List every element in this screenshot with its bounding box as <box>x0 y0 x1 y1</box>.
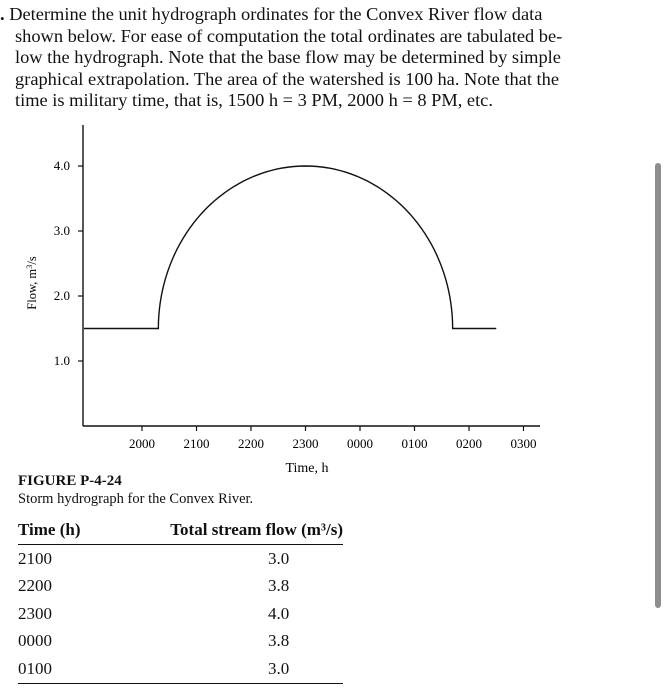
x-tick-label: 0200 <box>456 436 482 451</box>
problem-line-3: low the hydrograph. Note that the base flow may be determined by simple <box>15 47 561 67</box>
flow-column-header: Total stream flow (m³/s) <box>104 519 343 545</box>
y-axis-label: Flow, $m^3/s$ <box>24 256 39 310</box>
time-cell: 2100 <box>18 548 52 568</box>
x-axis-label: Time, h <box>285 461 329 475</box>
time-cell: 2200 <box>18 576 52 596</box>
y-tick-label: 1.0 <box>53 353 70 368</box>
table-row <box>18 545 343 573</box>
time-column-header: Time (h) <box>18 519 104 545</box>
scrollbar[interactable] <box>655 163 661 608</box>
problem-statement <box>0 4 600 112</box>
flow-curve <box>84 166 496 329</box>
figure-caption-text: Storm hydrograph for the Convex River. <box>18 491 254 507</box>
x-tick-label: 0000 <box>347 436 373 451</box>
flow-cell: 4.0 <box>268 603 290 623</box>
problem-line-1: . Determine the unit hydrograph ordinates for the Convex River flow data <box>0 4 543 24</box>
time-cell: 0100 <box>18 655 104 683</box>
flow-cell: 3.8 <box>268 631 290 651</box>
x-tick-label: 0300 <box>510 436 537 451</box>
problem-line-2: shown below. For ease of computation the total ordinates are tabulated be- <box>15 25 563 46</box>
time-cell: 0000 <box>18 631 52 651</box>
hydrograph-chart <box>0 120 560 475</box>
x-ticks <box>129 426 537 451</box>
flow-cell: 3.8 <box>268 576 290 596</box>
problem-line-4: graphical extrapolation. The area of the watershed is 100 ha. Note that the <box>15 68 560 89</box>
x-tick-label: 2300 <box>292 436 319 451</box>
table-row <box>18 600 343 628</box>
figure-caption <box>18 472 253 508</box>
y-tick-label: 3.0 <box>53 223 70 238</box>
figure-label: FIGURE P-4-24 <box>18 473 122 489</box>
y-ticks <box>54 158 83 368</box>
problem-number: . <box>0 4 10 24</box>
table-row <box>18 573 343 601</box>
time-cell: 2300 <box>18 603 52 623</box>
table-row <box>18 655 343 683</box>
problem-line-5: time is military time, that is, 1500 h = 3 PM, 2000 h = 8 PM, etc. <box>15 90 493 110</box>
flow-table <box>18 519 343 684</box>
x-tick-label: 2100 <box>183 436 210 451</box>
y-tick-label: 4.0 <box>53 158 70 173</box>
flow-cell: 3.0 <box>104 655 343 683</box>
table-header-row <box>18 519 343 545</box>
flow-cell: 3.0 <box>268 548 290 568</box>
table-row <box>18 628 343 656</box>
x-tick-label: 0100 <box>401 436 428 451</box>
x-tick-label: 2000 <box>129 436 155 451</box>
y-tick-label: 2.0 <box>53 288 70 303</box>
x-tick-label: 2200 <box>238 436 264 451</box>
